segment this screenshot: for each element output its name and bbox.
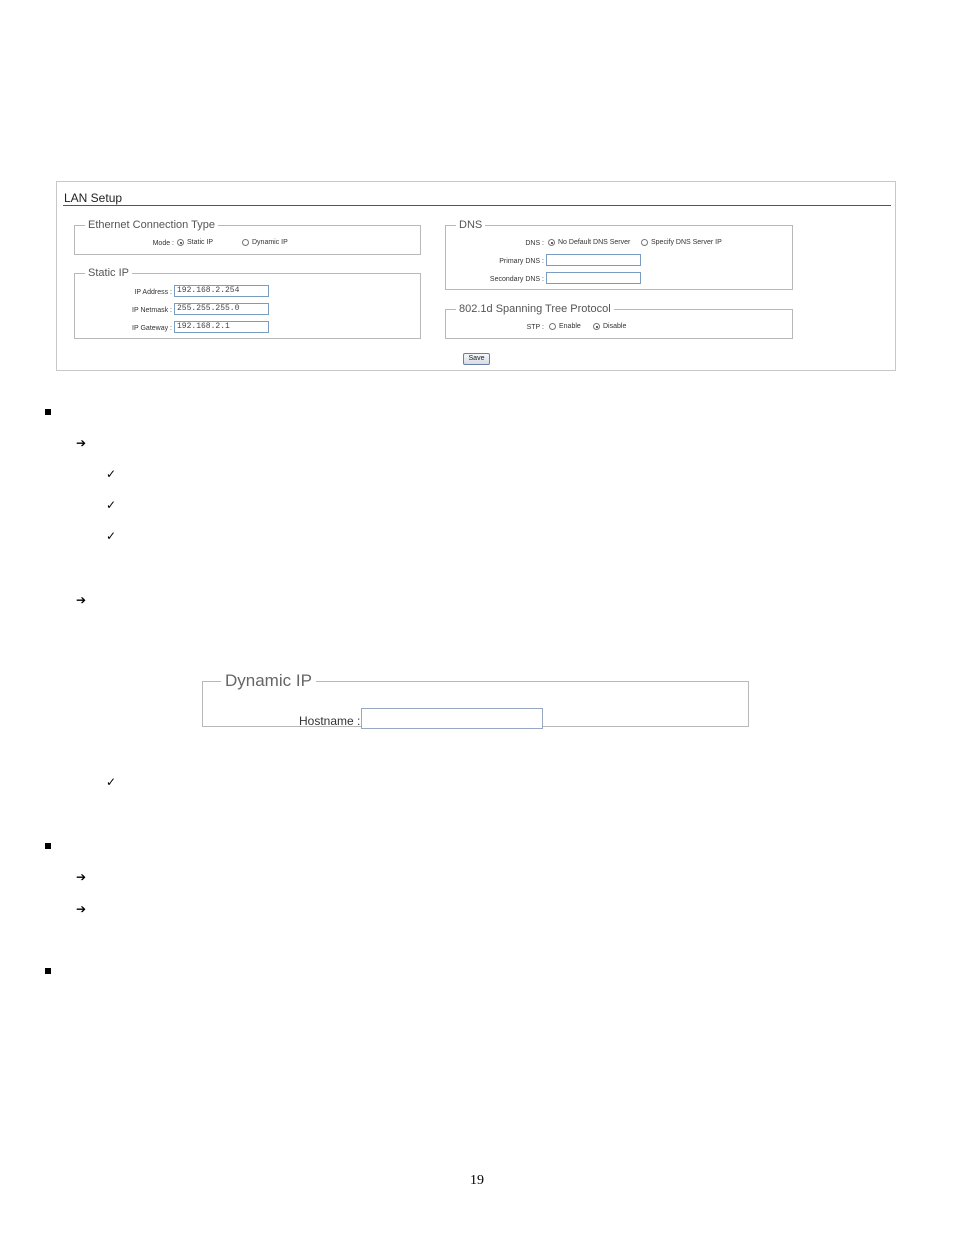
lan-setup-panel	[56, 181, 896, 371]
ip-address-input[interactable]: 192.168.2.254	[174, 285, 269, 297]
primary-dns-input[interactable]	[546, 254, 641, 266]
stp-disable-label: Disable	[603, 323, 627, 330]
hostname-input[interactable]	[361, 708, 543, 729]
ethernet-connection-type-group	[74, 219, 421, 255]
ip-netmask-label: IP Netmask :	[132, 307, 172, 314]
lan-setup-title: LAN Setup	[64, 191, 123, 205]
no-default-dns-option-label: No Default DNS Server	[558, 239, 631, 246]
radio-unselected-icon[interactable]	[549, 323, 556, 330]
mode-label: Mode :	[152, 240, 174, 247]
arrow-right-icon: ➔	[76, 902, 87, 916]
save-button[interactable]: Save	[463, 353, 490, 365]
title-divider	[63, 205, 891, 206]
stp-disable-radio[interactable]	[593, 323, 626, 330]
dynamic-ip-group	[202, 672, 749, 727]
radio-unselected-icon[interactable]	[641, 239, 648, 246]
stp-legend: 802.1d Spanning Tree Protocol	[459, 303, 611, 315]
check-icon: ✓	[106, 467, 117, 481]
dynamic-ip-legend: Dynamic IP	[225, 671, 312, 690]
ip-gateway-input[interactable]: 192.168.2.1	[174, 321, 269, 333]
square-bullet-icon	[45, 409, 51, 415]
dynamic-ip-option-label: Dynamic IP	[252, 239, 288, 246]
hostname-label: Hostname :	[299, 714, 361, 728]
page-number: 19	[470, 1173, 484, 1188]
check-icon: ✓	[106, 529, 117, 543]
specify-dns-option-label: Specify DNS Server IP	[651, 239, 722, 246]
arrow-right-icon: ➔	[76, 870, 87, 884]
stp-enable-label: Enable	[559, 323, 581, 330]
arrow-right-icon: ➔	[76, 436, 87, 450]
stp-enable-radio[interactable]	[549, 323, 581, 330]
ethernet-connection-type-legend: Ethernet Connection Type	[88, 219, 215, 231]
ip-netmask-input[interactable]: 255.255.255.0	[174, 303, 269, 315]
stp-group	[445, 303, 793, 339]
ip-address-label: IP Address :	[134, 289, 172, 296]
primary-dns-label: Primary DNS :	[499, 258, 544, 265]
check-icon: ✓	[106, 498, 117, 512]
dns-no-default-radio[interactable]	[548, 239, 630, 246]
arrow-right-icon: ➔	[76, 593, 87, 607]
static-ip-option-label: Static IP	[187, 239, 214, 246]
check-icon: ✓	[106, 775, 117, 789]
mode-static-ip-radio[interactable]	[177, 239, 213, 246]
radio-selected-icon[interactable]	[593, 323, 600, 330]
square-bullet-icon	[45, 843, 51, 849]
radio-selected-icon[interactable]	[177, 239, 184, 246]
ip-gateway-label: IP Gateway :	[132, 325, 172, 332]
dns-specify-radio[interactable]	[641, 239, 722, 246]
static-ip-legend: Static IP	[88, 267, 129, 279]
dns-label: DNS :	[525, 240, 544, 247]
mode-dynamic-ip-radio[interactable]	[242, 239, 288, 246]
secondary-dns-input[interactable]	[546, 272, 641, 284]
square-bullet-icon	[45, 968, 51, 974]
secondary-dns-label: Secondary DNS :	[489, 276, 544, 283]
stp-label: STP :	[526, 324, 544, 331]
dns-legend: DNS	[459, 219, 483, 231]
radio-selected-icon[interactable]	[548, 239, 555, 246]
radio-unselected-icon[interactable]	[242, 239, 249, 246]
